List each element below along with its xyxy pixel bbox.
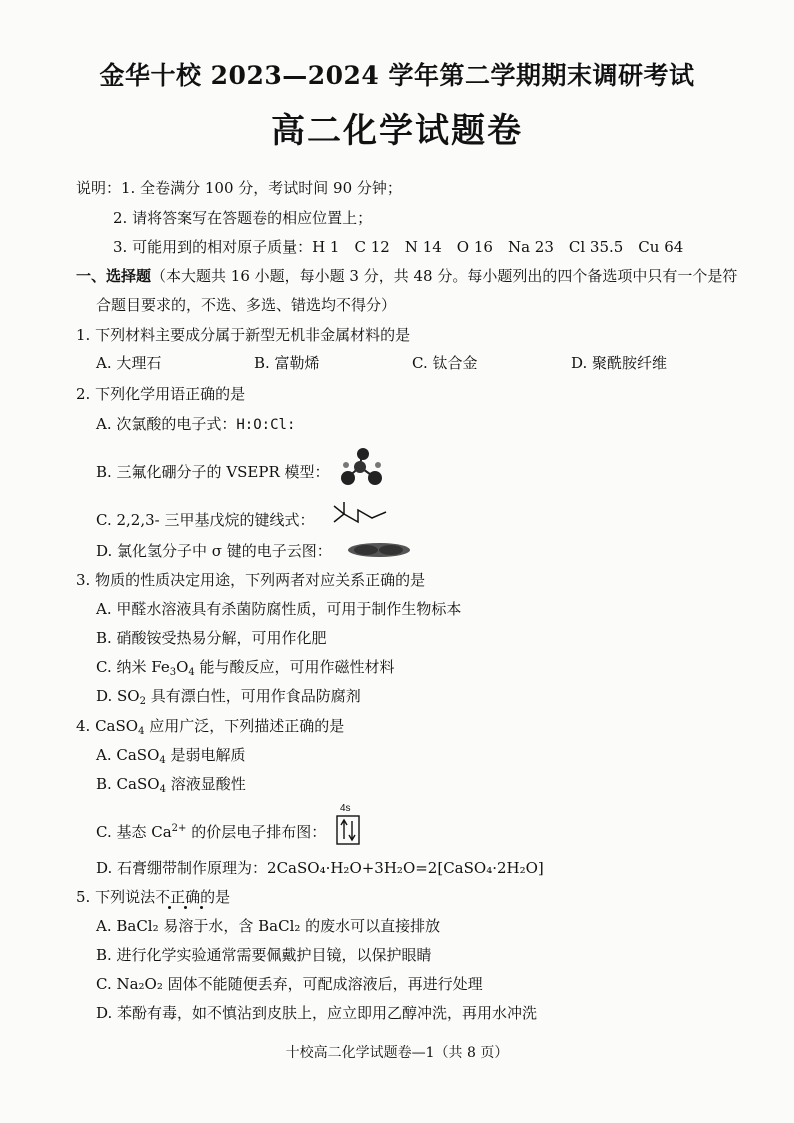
q3-c-text-3: 能与酸反应，可用作磁性材料 bbox=[194, 658, 395, 676]
bf3-vsepr-model-icon bbox=[338, 447, 386, 487]
q4-c-text-2: 的价层电子排布图： bbox=[186, 823, 327, 841]
q5-emphasis bbox=[155, 888, 200, 906]
sigma-bond-cloud-icon bbox=[346, 541, 412, 559]
q3-option-b: B. 硝酸铵受热易分解，可用作化肥 bbox=[96, 629, 327, 647]
q5-option-b: B. 进行化学实验通常需要佩戴护目镜，以保护眼睛 bbox=[96, 946, 432, 964]
q1-option-a: A. 大理石 bbox=[96, 354, 162, 372]
question-3-stem: 3. 物质的性质决定用途，下列两者对应关系正确的是 bbox=[76, 571, 426, 589]
question-2-stem: 2. 下列化学用语正确的是 bbox=[76, 385, 246, 403]
page-footer: 十校高二化学试题卷—1（共 8 页） bbox=[285, 1045, 509, 1061]
q4-b-sub: 4 bbox=[159, 784, 166, 795]
section-title: 一、选择题 bbox=[76, 267, 152, 285]
note-2: 2. 请将答案写在答题卷的相应位置上； bbox=[113, 209, 373, 227]
question-1-stem: 1. 下列材料主要成分属于新型无机非金属材料的是 bbox=[76, 326, 411, 344]
question-4-stem bbox=[76, 716, 344, 736]
q2-option-d: D. 氯化氢分子中 σ 键的电子云图： bbox=[96, 542, 332, 560]
q2-option-b-text: B. 三氟化硼分子的 VSEPR 模型： bbox=[96, 463, 330, 481]
notes-label: 说明： bbox=[76, 179, 122, 197]
section-desc-1: （本大题共 16 小题，每小题 3 分，共 48 分。每小题列出的四个备选项中只有一个是符 bbox=[151, 267, 738, 285]
q3-d-text-1: D. SO bbox=[96, 687, 140, 705]
q3-c-sub-1: 3 bbox=[169, 667, 177, 678]
q4-option-a bbox=[96, 745, 246, 765]
q4-c-text-1: C. 基态 Ca bbox=[96, 823, 172, 841]
hclo-electron-formula: H:O:Cl: bbox=[236, 417, 296, 433]
emphasis-dots bbox=[162, 906, 210, 910]
q4-a-sub: 4 bbox=[159, 755, 166, 766]
q4-option-b bbox=[96, 774, 246, 794]
exam-title: 金华十校 2023—2024 学年第二学期期末调研考试 bbox=[99, 61, 695, 90]
skeletal-formula-icon bbox=[330, 500, 390, 528]
q5-option-c: C. Na₂O₂ 固体不能随便丢弃，可配成溶液后，再进行处理 bbox=[96, 975, 483, 993]
section-header bbox=[76, 266, 737, 286]
q1-option-c: C. 钛合金 bbox=[412, 354, 478, 372]
orbital-box-icon bbox=[336, 815, 360, 845]
q4-a-text-2: 是弱电解质 bbox=[165, 746, 246, 764]
note-1: 1. 全卷满分 100 分，考试时间 90 分钟； bbox=[121, 179, 402, 197]
notes-line-1 bbox=[76, 178, 402, 198]
q1-option-d: D. 聚酰胺纤维 bbox=[571, 354, 668, 372]
q3-option-c bbox=[96, 657, 395, 677]
q3-c-text-1: C. 纳米 Fe bbox=[96, 658, 170, 676]
q5-option-a: A. BaCl₂ 易溶于水，含 BaCl₂ 的废水可以直接排放 bbox=[96, 917, 441, 935]
section-desc-2: 合题目要求的，不选、多选、错选均不得分） bbox=[96, 296, 397, 314]
q5-option-d: D. 苯酚有毒，如不慎沾到皮肤上，应立即用乙醇冲洗，再用水冲洗 bbox=[96, 1004, 538, 1022]
orbital-label: 4s bbox=[340, 803, 351, 814]
paper-subtitle: 高二化学试题卷 bbox=[271, 111, 523, 151]
q2-option-a bbox=[96, 414, 295, 435]
q2-option-b bbox=[96, 462, 330, 482]
q3-d-text-2: 具有漂白性，可用作食品防腐剂 bbox=[145, 687, 361, 705]
q2-option-c: C. 2,2,3- 三甲基戊烷的键线式： bbox=[96, 511, 315, 529]
q4-option-c bbox=[96, 822, 326, 842]
note-3: 3. 可能用到的相对原子质量：H 1 C 12 N 14 O 16 Na 23 Cl 35.5 Cu 64 bbox=[113, 238, 684, 256]
q3-option-a: A. 甲醛水溶液具有杀菌防腐性质，可用于制作生物标本 bbox=[96, 600, 462, 618]
q4-c-sup: 2+ bbox=[171, 823, 187, 834]
q3-c-sub-2: 4 bbox=[188, 667, 195, 678]
q3-option-d bbox=[96, 686, 361, 706]
question-5-stem bbox=[76, 887, 230, 907]
q4-stem-sub: 4 bbox=[138, 726, 145, 737]
q4-option-d: D. 石膏绷带制作原理为：2CaSO₄·H₂O+3H₂O=2[CaSO₄·2H₂O] bbox=[96, 859, 544, 877]
q4-stem-text-2: 应用广泛，下列描述正确的是 bbox=[144, 717, 345, 735]
q2-option-a-text: A. 次氯酸的电子式： bbox=[96, 415, 237, 433]
q4-a-text-1: A. CaSO bbox=[96, 746, 160, 764]
q5-stem-text-2: 的是 bbox=[200, 888, 231, 906]
q3-d-sub: 2 bbox=[139, 696, 146, 707]
q4-b-text-2: 溶液显酸性 bbox=[165, 775, 246, 793]
q3-c-text-2: O bbox=[176, 658, 189, 676]
q4-stem-text-1: 4. CaSO bbox=[76, 717, 139, 735]
q5-stem-text-1: 5. 下列说法 bbox=[76, 888, 156, 906]
q5-emphasis-text: 不正确 bbox=[155, 888, 201, 906]
q4-b-text-1: B. CaSO bbox=[96, 775, 160, 793]
q1-option-b: B. 富勒烯 bbox=[254, 354, 320, 372]
